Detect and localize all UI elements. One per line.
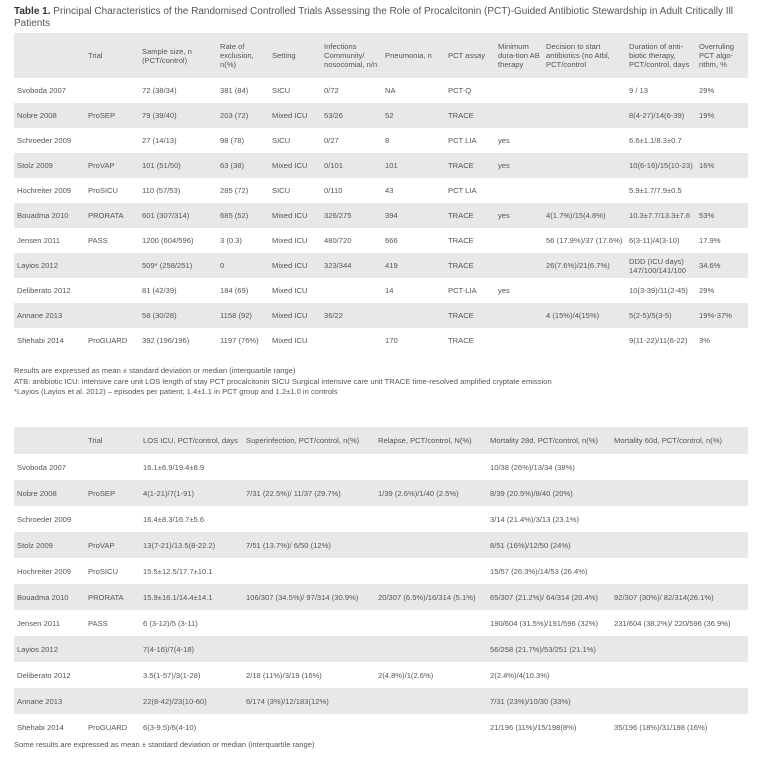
table-cell (543, 103, 626, 128)
table-cell: SICU (269, 178, 321, 203)
table-cell: Deliberato 2012 (14, 662, 85, 688)
table-cell: ProSICU (85, 558, 140, 584)
table-cell: TRACE (445, 153, 495, 178)
table-row (14, 610, 748, 636)
table-cell: yes (495, 128, 543, 153)
table2-header-cell (14, 427, 85, 454)
table-cell: TRACE (445, 253, 495, 278)
table-cell: 56/258 (21.7%)/53/251 (21.1%) (487, 636, 611, 662)
table-cell: 17.9% (696, 228, 748, 253)
table-cell (85, 78, 139, 103)
table-cell: 2(2.4%)/4(10.3%) (487, 662, 611, 688)
table-cell: Svoboda 2007 (14, 454, 85, 480)
table-cell: 43 (382, 178, 445, 203)
table-row (14, 480, 748, 506)
table1-header-cell: Duration of anti-biotic therapy, PCT/control, days (626, 33, 696, 78)
table-cell: TRACE (445, 228, 495, 253)
table-cell (495, 178, 543, 203)
table-cell: 601 (307/314) (139, 203, 217, 228)
table-cell: PASS (85, 228, 139, 253)
table-cell: 29% (696, 78, 748, 103)
table-cell: 6.6±1.1/8.3±0.7 (626, 128, 696, 153)
table-cell: 6(3-9.5)/6(4-10) (140, 714, 243, 740)
table-cell: 16.4±8.3/16.7±5.6 (140, 506, 243, 532)
table-cell: yes (495, 153, 543, 178)
table-cell: 381 (84) (217, 78, 269, 103)
table-cell: Layios 2012 (14, 636, 85, 662)
table-cell: Deliberato 2012 (14, 278, 85, 303)
table-cell (243, 610, 375, 636)
table-cell: 4(1.7%)/15(4.8%) (543, 203, 626, 228)
table-cell: 92/307 (30%)/ 82/314(26.1%) (611, 584, 748, 610)
table-cell: 326/275 (321, 203, 382, 228)
table-cell (321, 278, 382, 303)
table-cell (543, 328, 626, 353)
table-row (14, 203, 748, 228)
table-row (14, 153, 748, 178)
table-cell (543, 128, 626, 153)
table-cell: 10.3±7.7/13.3±7.6 (626, 203, 696, 228)
table-row (14, 688, 748, 714)
table-cell: yes (495, 278, 543, 303)
table1-header-cell: Trial (85, 33, 139, 78)
table-cell: 666 (382, 228, 445, 253)
table-cell: Nobre 2008 (14, 480, 85, 506)
table-cell (611, 558, 748, 584)
table-cell: 203 (72) (217, 103, 269, 128)
table-cell: 63 (38) (217, 153, 269, 178)
table-row (14, 228, 748, 253)
table-cell: 14 (382, 278, 445, 303)
table-cell (696, 178, 748, 203)
table-cell: ProGUARD (85, 714, 140, 740)
table-cell (85, 454, 140, 480)
table-row (14, 128, 748, 153)
table1-notes (14, 366, 754, 398)
table-cell (543, 278, 626, 303)
table-cell (495, 228, 543, 253)
table-cell: 101 (382, 153, 445, 178)
table-cell: 323/344 (321, 253, 382, 278)
table-cell: Mixed ICU (269, 228, 321, 253)
table-cell (495, 78, 543, 103)
table-cell: 10(6-16)/15(10-23) (626, 153, 696, 178)
table-cell: ProGUARD (85, 328, 139, 353)
table-cell: Mixed ICU (269, 153, 321, 178)
table-cell: 1197 (76%) (217, 328, 269, 353)
table-cell: 58 (30/28) (139, 303, 217, 328)
table-cell: 81 (42/39) (139, 278, 217, 303)
table-cell: 29% (696, 278, 748, 303)
table-cell: 509* (258/251) (139, 253, 217, 278)
note-layios: *Layios (Layios et al. 2012) – episodes per patient; 1.4±1.1 in PCT group and 1.2±1.0 in controls (14, 387, 338, 396)
table-cell: 190/604 (31.5%)/191/596 (32%) (487, 610, 611, 636)
table-cell: Mixed ICU (269, 278, 321, 303)
table-cell: 8/39 (20.5%)/8/40 (20%) (487, 480, 611, 506)
table-cell: 170 (382, 328, 445, 353)
table-row (14, 636, 748, 662)
table-cell: 15/57 (26.3%)/14/53 (26.4%) (487, 558, 611, 584)
table-cell: 8(4-27)/14(6-39) (626, 103, 696, 128)
table-cell: PCT-Q (445, 78, 495, 103)
table-cell (243, 454, 375, 480)
table-cell (85, 278, 139, 303)
table-cell (375, 454, 487, 480)
table-cell: TRACE (445, 103, 495, 128)
table-cell (85, 506, 140, 532)
table-cell (611, 688, 748, 714)
table-cell: 1200 (604/596) (139, 228, 217, 253)
table-cell: Hochreiter 2009 (14, 178, 85, 203)
table-cell: 394 (382, 203, 445, 228)
table-cell: 22(8-42)/23(10-60) (140, 688, 243, 714)
table-cell: Shehabi 2014 (14, 328, 85, 353)
table-cell: ProVAP (85, 532, 140, 558)
table-cell: 480/720 (321, 228, 382, 253)
table-cell (543, 78, 626, 103)
table-cell: Jensen 2011 (14, 228, 85, 253)
table-cell: PCT-LIA (445, 278, 495, 303)
table-cell: 3/14 (21.4%)/3/13 (23.1%) (487, 506, 611, 532)
table-cell: Jensen 2011 (14, 610, 85, 636)
trial-characteristics-table (14, 33, 748, 353)
table-cell: Stolz 2009 (14, 153, 85, 178)
table1-header-cell: Infections Community/ nosocomial, n/n (321, 33, 382, 78)
table-cell: Schroeder 2009 (14, 128, 85, 153)
table-cell: 36/22 (321, 303, 382, 328)
table-cell: 285 (72) (217, 178, 269, 203)
table-cell (85, 128, 139, 153)
trial-outcomes-table (14, 427, 748, 740)
table2-header-cell: Mortality 28d, PCT/control, n(%) (487, 427, 611, 454)
table-cell: 6(3-11)/4(3-10) (626, 228, 696, 253)
table-cell: Stolz 2009 (14, 532, 85, 558)
table-cell: 106/307 (34.5%)/ 97/314 (30.9%) (243, 584, 375, 610)
table-cell (611, 506, 748, 532)
table-row (14, 328, 748, 353)
table-cell: Mixed ICU (269, 303, 321, 328)
table-cell: 110 (57/53) (139, 178, 217, 203)
table2-header-cell: Mortality 60d, PCT/control, n(%) (611, 427, 748, 454)
table-cell (85, 253, 139, 278)
table-cell (611, 454, 748, 480)
table-row (14, 178, 748, 203)
table-cell: 231/604 (38.2%)/ 220/596 (36.9%) (611, 610, 748, 636)
table-cell (321, 328, 382, 353)
table-cell: 2(4.8%)/1(2.6%) (375, 662, 487, 688)
table-cell: yes (495, 203, 543, 228)
table-cell: 0/110 (321, 178, 382, 203)
table-cell: TRACE (445, 303, 495, 328)
table-cell: 21/196 (11%)/15/198(8%) (487, 714, 611, 740)
table-row (14, 78, 748, 103)
table-cell: 26(7.6%)/21(6.7%) (543, 253, 626, 278)
table-cell: Mixed ICU (269, 103, 321, 128)
table-cell: 6 (3-12)/5 (3-11) (140, 610, 243, 636)
table-cell: 13(7-21)/13.5(8-22.2) (140, 532, 243, 558)
table-cell: 3% (696, 328, 748, 353)
table-cell (375, 610, 487, 636)
table-cell: 10/38 (26%)/13/34 (38%) (487, 454, 611, 480)
table-row (14, 278, 748, 303)
table-cell: 72 (38/34) (139, 78, 217, 103)
table-cell: 7/31 (22.5%)/ 11/37 (29.7%) (243, 480, 375, 506)
table-cell: Shehabi 2014 (14, 714, 85, 740)
table1-header-cell: Sample size, n (PCT/control) (139, 33, 217, 78)
table-cell: 419 (382, 253, 445, 278)
table-cell: 0 (217, 253, 269, 278)
table-cell (611, 662, 748, 688)
table-cell: 53/26 (321, 103, 382, 128)
table2-header-cell: Superinfection, PCT/control, n(%) (243, 427, 375, 454)
table-cell: 27 (14/13) (139, 128, 217, 153)
table-cell: ProSEP (85, 103, 139, 128)
table-cell: 7/31 (23%)/10/30 (33%) (487, 688, 611, 714)
table-cell: ProSEP (85, 480, 140, 506)
table-cell (375, 558, 487, 584)
table1-header (14, 33, 748, 78)
table-row (14, 506, 748, 532)
table-cell: Mixed ICU (269, 253, 321, 278)
table-cell: 1/39 (2.6%)/1/40 (2.5%) (375, 480, 487, 506)
table-cell: 56 (17.9%)/37 (17.6%) (543, 228, 626, 253)
table-cell: 4(1-21)/7(1-91) (140, 480, 243, 506)
table-cell: Annane 2013 (14, 688, 85, 714)
table-row (14, 103, 748, 128)
table-cell: Mixed ICU (269, 203, 321, 228)
table1-body (14, 78, 748, 353)
table-cell: 4 (15%)/4(15%) (543, 303, 626, 328)
table-row (14, 714, 748, 740)
table2-header-cell: Trial (85, 427, 140, 454)
table2-header-cell: Relapse, PCT/control, N(%) (375, 427, 487, 454)
table-cell (375, 506, 487, 532)
table-cell: 79 (39/40) (139, 103, 217, 128)
table2-body (14, 454, 748, 740)
table2-header (14, 427, 748, 454)
table-row (14, 454, 748, 480)
table2-header-cell: LOS ICU, PCT/control, days (140, 427, 243, 454)
note-abbreviations: ATB: antibiotic ICU: intensive care unit LOS length of stay PCT procalcitonin SICU Surgical intensive care unit TRACE time-resolved amplified cryptate emission (14, 376, 552, 386)
table-cell (243, 636, 375, 662)
table-cell: ProSICU (85, 178, 139, 203)
table-cell: 9(11-22)/11(6-22) (626, 328, 696, 353)
table-cell (85, 662, 140, 688)
table-caption (14, 6, 770, 30)
table-cell: Svoboda 2007 (14, 78, 85, 103)
table-cell: 7(4-16)/7(4-18) (140, 636, 243, 662)
table-cell: 16% (696, 153, 748, 178)
table-cell: 1158 (92) (217, 303, 269, 328)
table1-header-cell: Setting (269, 33, 321, 78)
table-cell (696, 128, 748, 153)
table-cell: 2/18 (11%)/3/19 (16%) (243, 662, 375, 688)
table-cell: 3 (0.3) (217, 228, 269, 253)
table-cell: 8 (382, 128, 445, 153)
table-cell: Layios 2012 (14, 253, 85, 278)
table-cell (611, 636, 748, 662)
table-cell: PRORATA (85, 584, 140, 610)
table-cell (375, 532, 487, 558)
table-row (14, 253, 748, 278)
table-row (14, 558, 748, 584)
caption-text: Principal Characteristics of the Randomised Controlled Trials Assessing the Role of Procalcitonin (PCT)-Guided Antibiotic Stewardship in Adult Critically Ill Patients (14, 6, 734, 29)
table-cell: SICU (269, 128, 321, 153)
table-cell (543, 153, 626, 178)
table-cell: 392 (196/196) (139, 328, 217, 353)
table-cell: 0/72 (321, 78, 382, 103)
table-cell: PASS (85, 610, 140, 636)
table-cell: 10(3-39)/11(2-45) (626, 278, 696, 303)
table-cell (375, 636, 487, 662)
table-cell (375, 688, 487, 714)
table-cell: 15.5±12.5/17.7±10.1 (140, 558, 243, 584)
table-cell: 53% (696, 203, 748, 228)
table-cell: Annane 2013 (14, 303, 85, 328)
table-cell (243, 506, 375, 532)
table-cell (495, 253, 543, 278)
table-cell (495, 328, 543, 353)
table-cell (495, 303, 543, 328)
table-cell: Bouadma 2010 (14, 203, 85, 228)
table-cell: TRACE (445, 328, 495, 353)
note-results: Results are expressed as mean ± standard deviation or median (interquartile range) (14, 366, 296, 375)
table-cell (85, 636, 140, 662)
table-cell: 20/307 (6.5%)/16/314 (5.1%) (375, 584, 487, 610)
table-cell (85, 688, 140, 714)
table-cell: 0/101 (321, 153, 382, 178)
table-row (14, 532, 748, 558)
table-cell (611, 480, 748, 506)
table-cell: 685 (52) (217, 203, 269, 228)
table-cell: PRORATA (85, 203, 139, 228)
table-cell: PCT LIA (445, 128, 495, 153)
table-cell: 34.6% (696, 253, 748, 278)
table1-header-cell: Pneumonia, n (382, 33, 445, 78)
table1-header-cell: Minimum dura-tion AB therapy (495, 33, 543, 78)
table-cell: 16.1±6.9/19.4±8.9 (140, 454, 243, 480)
table-cell: Schroeder 2009 (14, 506, 85, 532)
table-row (14, 303, 748, 328)
table2-footnote: Some results are expressed as mean ± standard deviation or median (interquartile range) (14, 740, 315, 749)
table-cell (611, 532, 748, 558)
table-row (14, 584, 748, 610)
table-cell (375, 714, 487, 740)
table1-header-cell: Decision to start antibiotics (no Atbl, PCT/control (543, 33, 626, 78)
table1-header-cell (14, 33, 85, 78)
table-cell: NA (382, 78, 445, 103)
table-cell: Hochreiter 2009 (14, 558, 85, 584)
table-cell (243, 714, 375, 740)
table-cell: 101 (51/50) (139, 153, 217, 178)
table-cell: PCT LIA (445, 178, 495, 203)
table-cell: 6/174 (3%)/12/183(12%) (243, 688, 375, 714)
table-cell (243, 558, 375, 584)
table-cell: TRACE (445, 203, 495, 228)
table-cell: Mixed ICU (269, 328, 321, 353)
table-cell (85, 303, 139, 328)
table-cell: 35/196 (18%)/31/198 (16%) (611, 714, 748, 740)
table-cell: 5(2-5)/5(3-5) (626, 303, 696, 328)
table-cell (382, 303, 445, 328)
table-cell: 98 (78) (217, 128, 269, 153)
table-cell: 52 (382, 103, 445, 128)
table1-header-cell: Overruling PCT algo-rithm, % (696, 33, 748, 78)
table-cell: 19% (696, 103, 748, 128)
table-cell (543, 178, 626, 203)
table-cell: 5.9±1.7/7.9±0.5 (626, 178, 696, 203)
table1-header-cell: Rate of exclusion, n(%) (217, 33, 269, 78)
caption-label: Table 1. (14, 6, 51, 17)
table-cell (495, 103, 543, 128)
table-cell: ProVAP (85, 153, 139, 178)
table-cell: 184 (69) (217, 278, 269, 303)
table-cell: 3.5(1-57)/3(1-28) (140, 662, 243, 688)
table-cell: DDD (ICU days) 147/100/141/100 (626, 253, 696, 278)
table-cell: 9 / 13 (626, 78, 696, 103)
table-cell: 8/51 (16%)/12/50 (24%) (487, 532, 611, 558)
table-row (14, 662, 748, 688)
table-cell: 19%-37% (696, 303, 748, 328)
table-cell: 65/307 (21.2%)/ 64/314 (20.4%) (487, 584, 611, 610)
table-cell: 7/51 (13.7%)/ 6/50 (12%) (243, 532, 375, 558)
table-cell: Nobre 2008 (14, 103, 85, 128)
table-cell: SICU (269, 78, 321, 103)
table1-header-cell: PCT assay (445, 33, 495, 78)
table-cell: 15.9±16.1/14.4±14.1 (140, 584, 243, 610)
table-cell: Bouadma 2010 (14, 584, 85, 610)
table-cell: 0/27 (321, 128, 382, 153)
